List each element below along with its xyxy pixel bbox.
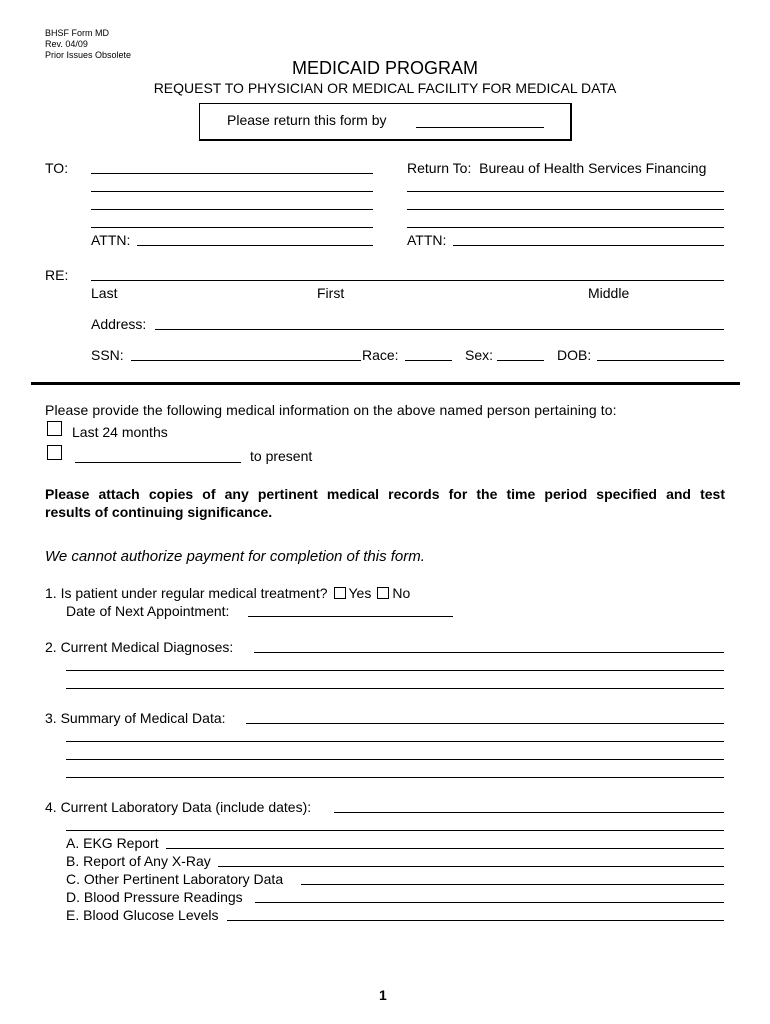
summary-line-1[interactable] bbox=[246, 723, 724, 724]
dob-field[interactable] bbox=[597, 360, 724, 361]
summary-line-2[interactable] bbox=[66, 741, 724, 742]
return-by-label: Please return this form by bbox=[227, 112, 387, 128]
re-label: RE: bbox=[45, 267, 69, 283]
page-title: MEDICAID PROGRAM bbox=[291, 58, 478, 78]
form-obsolete-note: Prior Issues Obsolete bbox=[45, 50, 132, 60]
to-line-2[interactable] bbox=[91, 191, 373, 192]
question-1: 1. Is patient under regular medical treatment? Yes No bbox=[45, 585, 411, 601]
to-line-4[interactable] bbox=[91, 227, 373, 228]
blood-pressure-field[interactable] bbox=[255, 902, 724, 903]
question-4: 4. Current Laboratory Data (include dates): bbox=[45, 799, 312, 815]
dob-label: DOB: bbox=[557, 347, 592, 363]
return-to-label: Return To: Bureau of Health Services Financing bbox=[407, 160, 707, 176]
return-by-date-field[interactable] bbox=[416, 127, 544, 128]
page-subtitle: REQUEST TO PHYSICIAN OR MEDICAL FACILITY FOR MEDICAL DATA bbox=[153, 80, 617, 96]
attach-note-line-2: results of continuing significance. bbox=[45, 504, 273, 520]
no-checkbox[interactable] bbox=[377, 587, 389, 599]
page-number: 1 bbox=[379, 987, 387, 1003]
section-divider bbox=[31, 382, 740, 385]
blood-pressure-label: D. Blood Pressure Readings bbox=[66, 889, 243, 905]
return-line-3[interactable] bbox=[407, 209, 724, 210]
diagnoses-line-2[interactable] bbox=[66, 670, 724, 671]
race-field[interactable] bbox=[405, 360, 452, 361]
last-24-months-label: Last 24 months bbox=[72, 424, 168, 440]
payment-note: We cannot authorize payment for completion of this form. bbox=[45, 548, 425, 565]
ssn-field[interactable] bbox=[131, 360, 361, 361]
form-revision: Rev. 04/09 bbox=[45, 39, 88, 49]
address-field[interactable] bbox=[155, 329, 724, 330]
sex-field[interactable] bbox=[497, 360, 544, 361]
next-appointment-label: Date of Next Appointment: bbox=[66, 603, 230, 619]
other-lab-data-label: C. Other Pertinent Laboratory Data bbox=[66, 871, 284, 887]
address-label: Address: bbox=[91, 316, 147, 332]
middle-name-label: Middle bbox=[588, 285, 630, 301]
first-name-label: First bbox=[317, 285, 345, 301]
return-to-value: Bureau of Health Services Financing bbox=[479, 160, 707, 176]
other-lab-data-field[interactable] bbox=[301, 884, 724, 885]
ekg-report-field[interactable] bbox=[166, 848, 724, 849]
to-present-label: to present bbox=[250, 448, 313, 464]
summary-line-3[interactable] bbox=[66, 759, 724, 760]
blood-glucose-label: E. Blood Glucose Levels bbox=[66, 907, 219, 923]
to-line-3[interactable] bbox=[91, 209, 373, 210]
yes-checkbox[interactable] bbox=[334, 587, 346, 599]
to-line-1[interactable] bbox=[91, 173, 373, 174]
no-label: No bbox=[392, 585, 411, 601]
question-3: 3. Summary of Medical Data: bbox=[45, 710, 226, 726]
to-label: TO: bbox=[45, 160, 69, 176]
return-by-box bbox=[199, 103, 572, 141]
blood-glucose-field[interactable] bbox=[227, 920, 724, 921]
name-field[interactable] bbox=[91, 280, 724, 281]
ssn-label: SSN: bbox=[91, 347, 124, 363]
summary-line-4[interactable] bbox=[66, 777, 724, 778]
xray-report-field[interactable] bbox=[218, 866, 724, 867]
ekg-report-label: A. EKG Report bbox=[66, 835, 159, 851]
attach-note-line-1: Please attach copies of any pertinent medical records for the time period specified and test bbox=[45, 486, 725, 502]
custom-period-field[interactable] bbox=[75, 462, 241, 463]
lab-data-line-1[interactable] bbox=[334, 812, 724, 813]
lab-data-line-2[interactable] bbox=[66, 830, 724, 831]
to-attn-field[interactable] bbox=[137, 245, 373, 246]
race-label: Race: bbox=[362, 347, 399, 363]
return-line-4[interactable] bbox=[407, 227, 724, 228]
question-2: 2. Current Medical Diagnoses: bbox=[45, 639, 234, 655]
sex-label: Sex: bbox=[465, 347, 494, 363]
to-attn-label: ATTN: bbox=[91, 232, 131, 248]
diagnoses-line-3[interactable] bbox=[66, 688, 724, 689]
diagnoses-line-1[interactable] bbox=[254, 652, 724, 653]
next-appointment-field[interactable] bbox=[248, 616, 453, 617]
return-attn-label: ATTN: bbox=[407, 232, 447, 248]
last-name-label: Last bbox=[91, 285, 118, 301]
custom-period-checkbox[interactable] bbox=[47, 445, 62, 460]
info-request-heading: Please provide the following medical information on the above named person pertaining to: bbox=[45, 402, 617, 418]
last-24-months-checkbox[interactable] bbox=[47, 421, 62, 436]
xray-report-label: B. Report of Any X-Ray bbox=[66, 853, 211, 869]
return-line-2[interactable] bbox=[407, 191, 724, 192]
return-attn-field[interactable] bbox=[453, 245, 724, 246]
form-id: BHSF Form MD bbox=[45, 28, 109, 38]
yes-label: Yes bbox=[348, 585, 372, 601]
